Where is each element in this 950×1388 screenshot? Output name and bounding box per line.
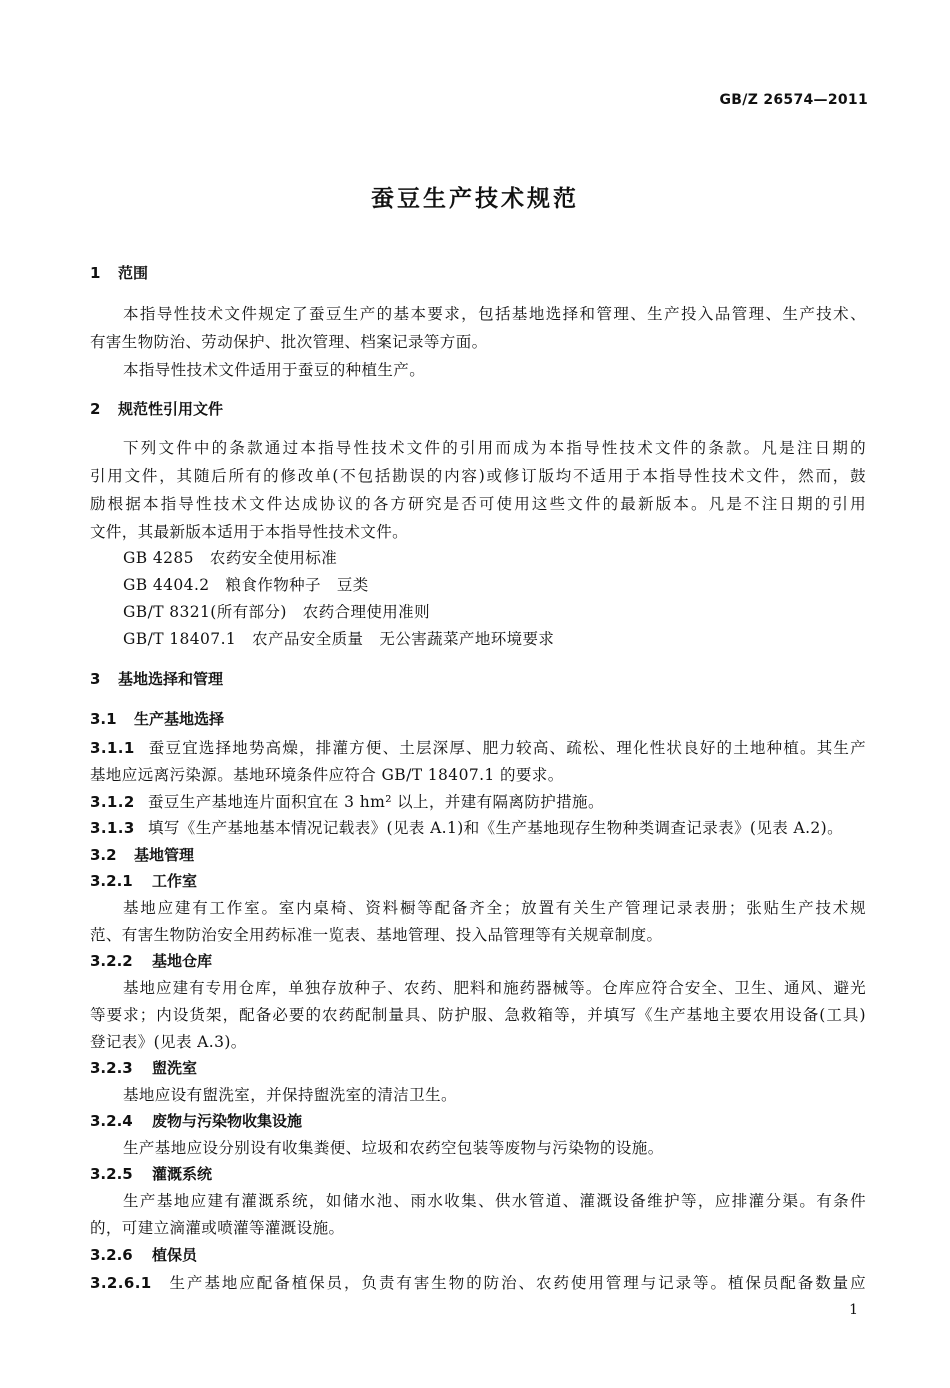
subsection-title: 生产基地选择 bbox=[134, 710, 225, 728]
clause-3-2-2-heading bbox=[90, 950, 212, 971]
reference-item: GB/T 8321(所有部分) 农药合理使用准则 bbox=[123, 603, 430, 621]
paragraph-line: 基地应远离污染源。基地环境条件应符合 GB/T 18407.1 的要求。 bbox=[90, 766, 564, 784]
clause-title: 基地仓库 bbox=[152, 952, 213, 970]
paragraph-line: 生产基地应设分别设有收集粪便、垃圾和农药空包装等废物与污染物的设施。 bbox=[123, 1139, 664, 1157]
clause-number: 3.2.6 bbox=[90, 1246, 133, 1264]
section-1-heading bbox=[90, 262, 148, 283]
subsection-number: 3.1 bbox=[90, 710, 117, 728]
clause-text: 蚕豆生产基地连片面积宜在 3 hm² 以上，并建有隔离防护措施。 bbox=[148, 793, 604, 811]
paragraph-line: 基地应设有盥洗室，并保持盥洗室的清洁卫生。 bbox=[123, 1086, 457, 1104]
section-number: 1 bbox=[90, 264, 101, 282]
clause-title: 废物与污染物收集设施 bbox=[152, 1112, 303, 1130]
clause-number: 3.1.1 bbox=[90, 739, 135, 757]
subsection-3-2-heading bbox=[90, 844, 194, 865]
reference-item: GB 4285 农药安全使用标准 bbox=[123, 549, 338, 567]
subsection-title: 基地管理 bbox=[134, 846, 195, 864]
standard-number: GB/Z 26574—2011 bbox=[719, 92, 868, 108]
clause-title: 盥洗室 bbox=[152, 1059, 198, 1077]
section-3-heading bbox=[90, 668, 223, 689]
clause-text: 蚕豆宜选择地势高燥，排灌方便、土层深厚、肥力较高、疏松、理化性状良好的土地种植。其生产 bbox=[148, 739, 866, 757]
paragraph-line: 励根据本指导性技术文件达成协议的各方研究是否可使用这些文件的最新版本。凡是不注日期的引用 bbox=[90, 495, 866, 513]
clause-number: 3.2.6.1 bbox=[90, 1274, 152, 1292]
document-title: 蚕豆生产技术规范 bbox=[371, 186, 579, 212]
clause-number: 3.2.3 bbox=[90, 1059, 133, 1077]
subsection-number: 3.2 bbox=[90, 846, 117, 864]
paragraph-line: 有害生物防治、劳动保护、批次管理、档案记录等方面。 bbox=[90, 333, 488, 351]
clause-text: 填写《生产基地基本情况记载表》(见表 A.1)和《生产基地现存生物种类调查记录表》(见表 A.2)。 bbox=[148, 819, 844, 837]
paragraph-line: 本指导性技术文件规定了蚕豆生产的基本要求，包括基地选择和管理、生产投入品管理、生产技术、 bbox=[123, 305, 866, 323]
clause-3-1-2 bbox=[90, 790, 604, 812]
clause-number: 3.2.2 bbox=[90, 952, 133, 970]
paragraph-line: 引用文件，其随后所有的修改单(不包括勘误的内容)或修订版均不适用于本指导性技术文件，然而，鼓 bbox=[90, 467, 866, 485]
clause-3-2-6-1 bbox=[90, 1271, 866, 1293]
section-title: 范围 bbox=[118, 264, 149, 282]
paragraph-line: 的，可建立滴灌或喷灌等灌溉设施。 bbox=[90, 1219, 345, 1237]
section-title: 基地选择和管理 bbox=[118, 670, 224, 688]
paragraph-line: 文件，其最新版本适用于本指导性技术文件。 bbox=[90, 523, 409, 541]
clause-number: 3.2.1 bbox=[90, 872, 133, 890]
paragraph-line: 登记表》(见表 A.3)。 bbox=[90, 1033, 247, 1051]
reference-item: GB/T 18407.1 农产品安全质量 无公害蔬菜产地环境要求 bbox=[123, 630, 555, 648]
paragraph-line: 基地应建有工作室。室内桌椅、资料橱等配备齐全；放置有关生产管理记录表册；张贴生产技术规 bbox=[123, 899, 866, 917]
reference-item: GB 4404.2 粮食作物种子 豆类 bbox=[123, 576, 369, 594]
clause-title: 植保员 bbox=[152, 1246, 198, 1264]
clause-3-2-4-heading bbox=[90, 1110, 302, 1131]
section-number: 3 bbox=[90, 670, 101, 688]
clause-title: 工作室 bbox=[152, 872, 198, 890]
clause-number: 3.2.4 bbox=[90, 1112, 133, 1130]
clause-3-1-3 bbox=[90, 816, 843, 838]
clause-3-2-6-heading bbox=[90, 1244, 197, 1265]
section-title: 规范性引用文件 bbox=[118, 400, 224, 418]
clause-3-2-5-heading bbox=[90, 1163, 212, 1184]
subsection-3-1-heading bbox=[90, 708, 224, 729]
clause-3-2-1-heading bbox=[90, 870, 197, 891]
clause-number: 3.1.3 bbox=[90, 819, 135, 837]
paragraph-line: 基地应建有专用仓库，单独存放种子、农药、肥料和施药器械等。仓库应符合安全、卫生、通风、避光 bbox=[123, 979, 866, 997]
section-number: 2 bbox=[90, 400, 101, 418]
paragraph-line: 等要求；内设货架，配备必要的农药配制量具、防护服、急救箱等，并填写《生产基地主要农用设备(工具) bbox=[90, 1006, 866, 1024]
clause-3-2-3-heading bbox=[90, 1057, 197, 1078]
page-number: 1 bbox=[849, 1302, 858, 1318]
paragraph-line: 本指导性技术文件适用于蚕豆的种植生产。 bbox=[123, 361, 426, 379]
clause-number: 3.1.2 bbox=[90, 793, 135, 811]
paragraph-line: 下列文件中的条款通过本指导性技术文件的引用而成为本指导性技术文件的条款。凡是注日期的 bbox=[123, 439, 866, 457]
paragraph-line: 范、有害生物防治安全用药标准一览表、基地管理、投入品管理等有关规章制度。 bbox=[90, 926, 663, 944]
clause-3-1-1 bbox=[90, 736, 866, 758]
paragraph-line: 生产基地应建有灌溉系统，如储水池、雨水收集、供水管道、灌溉设备维护等，应排灌分渠。有条件 bbox=[123, 1192, 866, 1210]
clause-text: 生产基地应配备植保员，负责有害生物的防治、农药使用管理与记录等。植保员配备数量应 bbox=[168, 1274, 866, 1292]
clause-number: 3.2.5 bbox=[90, 1165, 133, 1183]
clause-title: 灌溉系统 bbox=[152, 1165, 213, 1183]
section-2-heading bbox=[90, 398, 223, 419]
